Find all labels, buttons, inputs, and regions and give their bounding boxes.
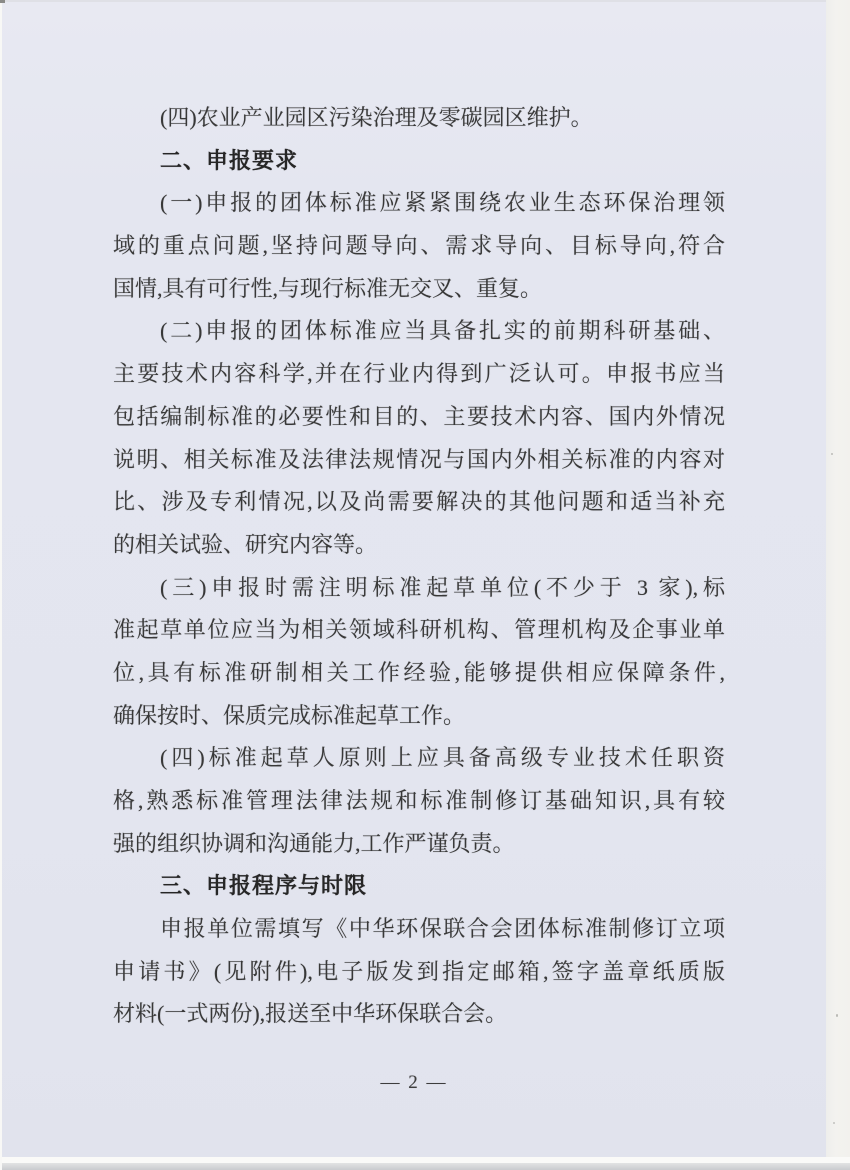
scan-edge-bottom (0, 1163, 850, 1170)
scan-dust-speck (833, 1122, 835, 1124)
document-line: 强的组织协调和沟通能力,工作严谨负责。 (113, 830, 515, 856)
document-line: 主要技术内容科学,并在行业内得到广泛认可。申报书应当 (113, 361, 725, 387)
document-line: 国情,具有可行性,与现行标准无交叉、重复。 (113, 275, 543, 301)
scan-edge-right (826, 0, 850, 1170)
scan-dust-speck (0, 0, 5, 3)
scan-dust-speck (831, 453, 833, 455)
document-line: (二)申报的团体标准应当具备扎实的前期科研基础、 (160, 318, 725, 344)
section-heading: 二、申报要求 (160, 147, 299, 173)
document-line: 申请书》(见附件),电子版发到指定邮箱,签字盖章纸质版 (113, 958, 725, 984)
document-line: (四)农业产业园区污染治理及零碳园区维护。 (160, 105, 593, 130)
scan-edge-top (0, 0, 850, 2)
scan-dust-speck (836, 1014, 838, 1017)
document-line: 比、涉及专利情况,以及尚需要解决的其他问题和适当补充 (113, 489, 725, 515)
document-line: 说明、相关标准及法律法规情况与国内外相关标准的内容对 (113, 446, 725, 472)
document-line: 的相关试验、研究内容等。 (113, 531, 378, 557)
document-body (113, 97, 725, 1036)
document-page (2, 0, 826, 1157)
document-line: 格,熟悉标准管理法律法规和标准制修订基础知识,具有较 (113, 788, 725, 813)
section-heading: 三、申报程序与时限 (160, 873, 368, 899)
document-line: 申报单位需填写《中华环保联合会团体标准制修订立项 (160, 916, 725, 942)
document-line: (一)申报的团体标准应紧紧围绕农业生态环保治理领 (160, 190, 725, 216)
document-line: 包括编制标准的必要性和目的、主要技术内容、国内外情况 (113, 403, 725, 429)
scan-edge-left (0, 0, 2, 1170)
page-number: — 2 — (380, 1072, 448, 1093)
document-line: 材料(一式两份),报送至中华环保联合会。 (113, 1001, 508, 1027)
document-line: (三)申报时需注明标准起草单位(不少于 3 家),标 (160, 574, 725, 600)
document-line: 位,具有标准研制相关工作经验,能够提供相应保障条件, (113, 659, 725, 685)
document-line: 准起草单位应当为相关领域科研机构、管理机构及企事业单 (113, 617, 725, 643)
document-line: 域的重点问题,坚持问题导向、需求导向、目标导向,符合 (113, 233, 725, 259)
document-line: 确保按时、保质完成标准起草工作。 (113, 702, 466, 728)
document-line: (四)标准起草人原则上应具备高级专业技术任职资 (160, 745, 725, 771)
